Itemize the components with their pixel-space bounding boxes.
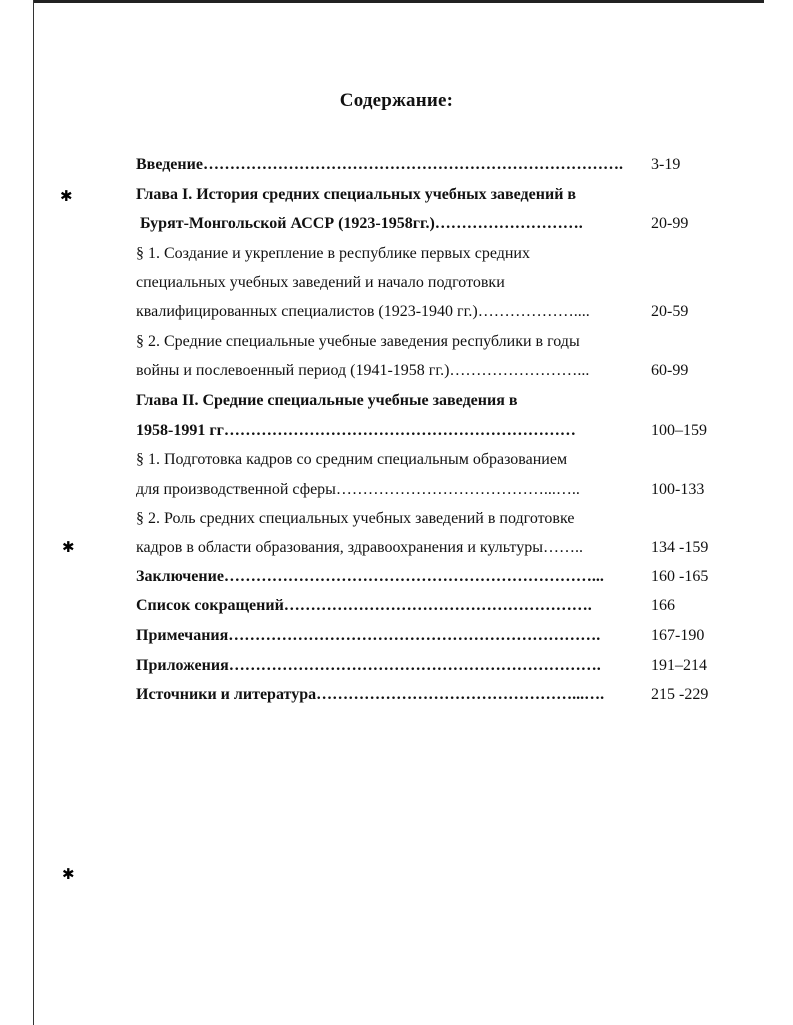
toc-page-ch2-sec2: 134 -159 <box>651 539 709 556</box>
toc-entry-chapter2-line2[interactable]: 1958-1991 гг………………………………………………………… <box>136 422 576 439</box>
toc-page-ch1-sec1: 20-59 <box>651 303 689 320</box>
page-title: Содержание: <box>339 90 454 111</box>
toc-entry-appendices[interactable]: Приложения……………………………………………………………. <box>136 657 601 674</box>
scan-mark-icon: ✱ <box>60 189 73 205</box>
toc-page-sources: 215 -229 <box>651 686 709 703</box>
scan-mark-icon: ✱ <box>62 867 75 883</box>
toc-entry-sources[interactable]: Источники и литература…………………………………………...…. <box>136 686 605 703</box>
toc-page-abbreviations: 166 <box>651 597 675 614</box>
toc-entry-chapter1-line1[interactable]: Глава I. История средних специальных учебных заведений в <box>136 186 577 203</box>
page-top-border <box>34 0 764 3</box>
toc-entry-chapter1-line2[interactable]: Бурят-Монгольской АССР (1923-1958гг.)………………………. <box>140 215 583 232</box>
toc-page-chapter2: 100–159 <box>651 422 707 439</box>
toc-entry-ch2-sec2-line2[interactable]: кадров в области образования, здравоохранения и культуры…….. <box>136 539 583 556</box>
toc-page-appendices: 191–214 <box>651 657 707 674</box>
scan-mark-icon: ✱ <box>62 540 75 556</box>
toc-page-ch1-sec2: 60-99 <box>651 362 689 379</box>
toc-page-intro: 3-19 <box>651 156 681 173</box>
toc-entry-ch1-sec1-line2[interactable]: специальных учебных заведений и начало подготовки <box>136 274 505 291</box>
toc-entry-abbreviations[interactable]: Список сокращений…………………………………………………. <box>136 597 592 614</box>
toc-entry-ch1-sec1-line3[interactable]: квалифицированных специалистов (1923-1940 гг.)……………….... <box>136 303 590 320</box>
toc-entry-conclusion[interactable]: Заключение……………………………………………………………... <box>136 568 604 585</box>
toc-page-notes: 167-190 <box>651 627 705 644</box>
toc-entry-ch1-sec2-line1[interactable]: § 2. Средние специальные учебные заведения республики в годы <box>136 333 580 350</box>
toc-entry-ch2-sec1-line2[interactable]: для производственной сферы…………………………………...….. <box>136 481 580 498</box>
toc-page-conclusion: 160 -165 <box>651 568 709 585</box>
toc-page-chapter1: 20-99 <box>651 215 689 232</box>
toc-entry-ch1-sec2-line2[interactable]: войны и послевоенный период (1941-1958 гг.)……………………... <box>136 362 590 379</box>
toc-entry-notes[interactable]: Примечания……………………………………………………………. <box>136 627 601 644</box>
toc-entry-ch2-sec2-line1[interactable]: § 2. Роль средних специальных учебных заведений в подготовке <box>136 510 575 527</box>
toc-page-ch2-sec1: 100-133 <box>651 481 705 498</box>
page-left-border <box>33 0 34 1025</box>
toc-entry-chapter2-line1[interactable]: Глава II. Средние специальные учебные заведения в <box>136 392 518 409</box>
toc-entry-ch2-sec1-line1[interactable]: § 1. Подготовка кадров со средним специальным образованием <box>136 451 568 468</box>
toc-entry-intro[interactable]: Введение……………………………………………………………………. <box>136 156 623 173</box>
toc-entry-ch1-sec1-line1[interactable]: § 1. Создание и укрепление в республике первых средних <box>136 245 530 262</box>
